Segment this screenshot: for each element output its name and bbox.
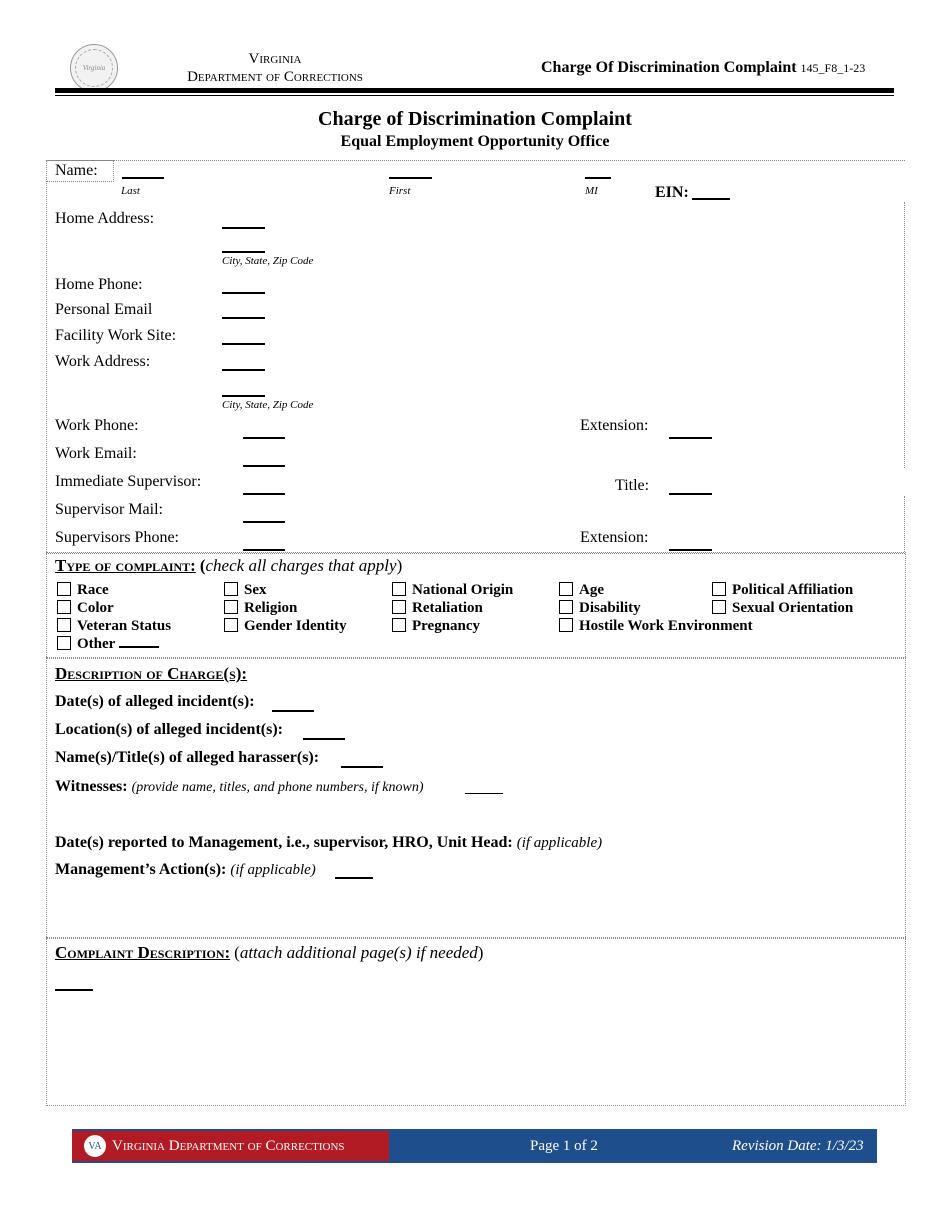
complaint-type-heading xyxy=(55,556,402,576)
checkbox-religion[interactable] xyxy=(224,600,347,618)
checkbox-pregnancy[interactable] xyxy=(392,618,513,636)
checkbox-label: Color xyxy=(77,600,114,616)
description-heading: Complaint Description: xyxy=(55,943,231,962)
checkbox-column-5 xyxy=(712,582,853,618)
facility-field[interactable] xyxy=(222,343,265,345)
extension-label-1: Extension: xyxy=(580,417,649,434)
action-label: Management’s Action(s): xyxy=(55,861,227,878)
personal-email-label: Personal Email xyxy=(55,301,153,318)
extension-label-2: Extension: xyxy=(580,529,649,546)
checkbox-other[interactable] xyxy=(57,636,171,654)
supervisor-mail-field[interactable] xyxy=(243,521,285,523)
checkbox-icon[interactable] xyxy=(57,636,71,650)
charges-heading: Description of Charge(s): xyxy=(55,664,248,683)
home-address-field[interactable] xyxy=(222,227,265,229)
checkbox-icon[interactable] xyxy=(57,582,71,596)
supervisor-phone-label: Supervisors Phone: xyxy=(55,529,179,546)
work-phone-field[interactable] xyxy=(243,437,285,439)
supervisor-phone-field[interactable] xyxy=(243,549,285,551)
ein-field[interactable] xyxy=(692,198,730,200)
checkbox-label: National Origin xyxy=(412,582,514,598)
checkbox-label: Sex xyxy=(244,582,267,598)
title-label: Title: xyxy=(615,477,650,494)
checkbox-icon[interactable] xyxy=(559,600,573,614)
home-phone-field[interactable] xyxy=(222,292,265,294)
title-field[interactable] xyxy=(669,493,712,495)
description-open-paren: ( xyxy=(234,943,240,962)
description-field[interactable] xyxy=(55,989,93,991)
checkbox-icon[interactable] xyxy=(224,582,238,596)
action-field[interactable] xyxy=(335,877,373,879)
incident-dates-label: Date(s) of alleged incident(s): xyxy=(55,693,255,710)
footer-logo-icon: VA xyxy=(84,1135,106,1157)
checkbox-gender-identity[interactable] xyxy=(224,618,347,636)
header-form-title xyxy=(541,59,865,77)
checkbox-icon[interactable] xyxy=(57,600,71,614)
checkbox-race[interactable] xyxy=(57,582,171,600)
work-address-field[interactable] xyxy=(222,369,265,371)
footer-revision-date: Revision Date: 1/3/23 xyxy=(732,1138,864,1154)
last-caption: Last xyxy=(121,185,140,197)
witnesses-label: Witnesses: xyxy=(55,778,128,795)
checkbox-label: Hostile Work Environment xyxy=(579,618,753,634)
work-city-caption: City, State, Zip Code xyxy=(222,399,314,411)
personal-box-right-edge-2 xyxy=(904,496,905,552)
work-city-field[interactable] xyxy=(222,395,265,397)
extension-field-2[interactable] xyxy=(669,549,712,551)
checkbox-label: Other xyxy=(77,636,116,652)
org-line-2: Department of Corrections xyxy=(187,69,363,85)
first-name-field[interactable] xyxy=(389,177,432,179)
footer-org-name: Virginia Department of Corrections xyxy=(112,1137,345,1154)
checkbox-label: Age xyxy=(579,582,604,598)
supervisor-label: Immediate Supervisor: xyxy=(55,473,202,490)
checkbox-icon[interactable] xyxy=(559,618,573,632)
checkbox-label: Political Affiliation xyxy=(732,582,854,598)
extension-field-1[interactable] xyxy=(669,437,712,439)
personal-box-right-edge-1 xyxy=(904,202,905,468)
other-field[interactable] xyxy=(119,646,159,648)
checkbox-icon[interactable] xyxy=(712,600,726,614)
description-close-paren: ) xyxy=(477,943,484,962)
checkbox-column-3 xyxy=(392,582,513,636)
witnesses-note: (provide name, titles, and phone numbers, if known) xyxy=(131,780,424,795)
checkbox-label: Sexual Orientation xyxy=(732,600,854,616)
instruction-close-paren: ) xyxy=(396,556,403,575)
incident-locations-label: Location(s) of alleged incident(s): xyxy=(55,721,283,738)
checkbox-label: Pregnancy xyxy=(412,618,481,634)
last-name-field[interactable] xyxy=(122,177,164,179)
first-caption: First xyxy=(389,185,411,197)
checkbox-sex[interactable] xyxy=(224,582,347,600)
footer-org-banner xyxy=(72,1131,389,1161)
org-line-1: Virginia xyxy=(248,51,302,67)
work-email-field[interactable] xyxy=(243,465,285,467)
checkbox-label: Retaliation xyxy=(412,600,483,616)
supervisor-mail-label: Supervisor Mail: xyxy=(55,501,163,518)
reported-row xyxy=(55,834,602,852)
form-code: 145_F8_1-23 xyxy=(800,61,866,75)
checkbox-sexual-orientation[interactable] xyxy=(712,600,853,618)
description-heading-row xyxy=(55,943,483,963)
checkbox-icon[interactable] xyxy=(559,582,573,596)
complaint-type-instruction: check all charges that apply xyxy=(205,556,397,575)
name-label: Name: xyxy=(55,162,98,179)
checkbox-icon[interactable] xyxy=(57,618,71,632)
mi-field[interactable] xyxy=(585,177,611,179)
facility-label: Facility Work Site: xyxy=(55,327,177,344)
harasser-names-field[interactable] xyxy=(341,766,383,768)
checkbox-label: Religion xyxy=(244,600,298,616)
ein-label: EIN: xyxy=(655,184,689,201)
work-email-label: Work Email: xyxy=(55,445,137,462)
description-note: attach additional page(s) if needed xyxy=(239,943,478,962)
checkbox-column-1 xyxy=(57,582,171,654)
page-title: Charge of Discrimination Complaint xyxy=(318,108,632,130)
witnesses-field[interactable] xyxy=(465,793,503,794)
mi-caption: MI xyxy=(585,185,598,197)
action-row xyxy=(55,861,316,879)
checkbox-icon[interactable] xyxy=(392,600,406,614)
incident-locations-field[interactable] xyxy=(303,738,345,740)
home-city-field[interactable] xyxy=(222,251,265,253)
header-title-text: Charge Of Discrimination Complaint xyxy=(541,59,797,76)
checkbox-column-2 xyxy=(224,582,347,636)
page-subtitle: Equal Employment Opportunity Office xyxy=(340,133,610,150)
checkbox-icon[interactable] xyxy=(224,600,238,614)
checkbox-color[interactable] xyxy=(57,600,171,618)
checkbox-label: Race xyxy=(77,582,109,598)
footer-page-number: Page 1 of 2 xyxy=(530,1138,598,1154)
personal-email-field[interactable] xyxy=(222,317,265,319)
checkbox-icon[interactable] xyxy=(392,618,406,632)
supervisor-field[interactable] xyxy=(243,493,285,495)
instruction-open-paren: ( xyxy=(199,556,206,575)
checkbox-veteran-status[interactable] xyxy=(57,618,171,636)
reported-note: (if applicable) xyxy=(516,835,603,851)
harasser-names-label: Name(s)/Title(s) of alleged harasser(s): xyxy=(55,749,320,766)
checkbox-icon[interactable] xyxy=(712,582,726,596)
home-phone-label: Home Phone: xyxy=(55,276,143,293)
reported-label: Date(s) reported to Management, i.e., supervisor, HRO, Unit Head: xyxy=(55,834,513,851)
complaint-type-title: Type of complaint: xyxy=(55,556,196,575)
header-rule-thin xyxy=(55,95,894,96)
checkbox-icon[interactable] xyxy=(392,582,406,596)
checkbox-label: Disability xyxy=(579,600,641,616)
checkbox-hostile-work-environment[interactable] xyxy=(559,618,753,636)
work-phone-label: Work Phone: xyxy=(55,417,139,434)
checkbox-national-origin[interactable] xyxy=(392,582,513,600)
checkbox-icon[interactable] xyxy=(224,618,238,632)
witnesses-row xyxy=(55,778,423,796)
header-rule-thick xyxy=(55,88,894,93)
incident-dates-field[interactable] xyxy=(272,710,314,712)
checkbox-label: Veteran Status xyxy=(77,618,172,634)
work-address-label: Work Address: xyxy=(55,353,151,370)
virginia-seal-logo xyxy=(70,44,118,92)
home-city-caption: City, State, Zip Code xyxy=(222,255,314,267)
personal-info-box xyxy=(46,160,905,554)
checkbox-political-affiliation[interactable] xyxy=(712,582,853,600)
checkbox-label: Gender Identity xyxy=(244,618,347,634)
home-address-label: Home Address: xyxy=(55,210,155,227)
seal-text: Virginia xyxy=(75,49,113,87)
action-note: (if applicable) xyxy=(230,862,316,878)
org-name xyxy=(150,50,400,86)
checkbox-retaliation[interactable] xyxy=(392,600,513,618)
